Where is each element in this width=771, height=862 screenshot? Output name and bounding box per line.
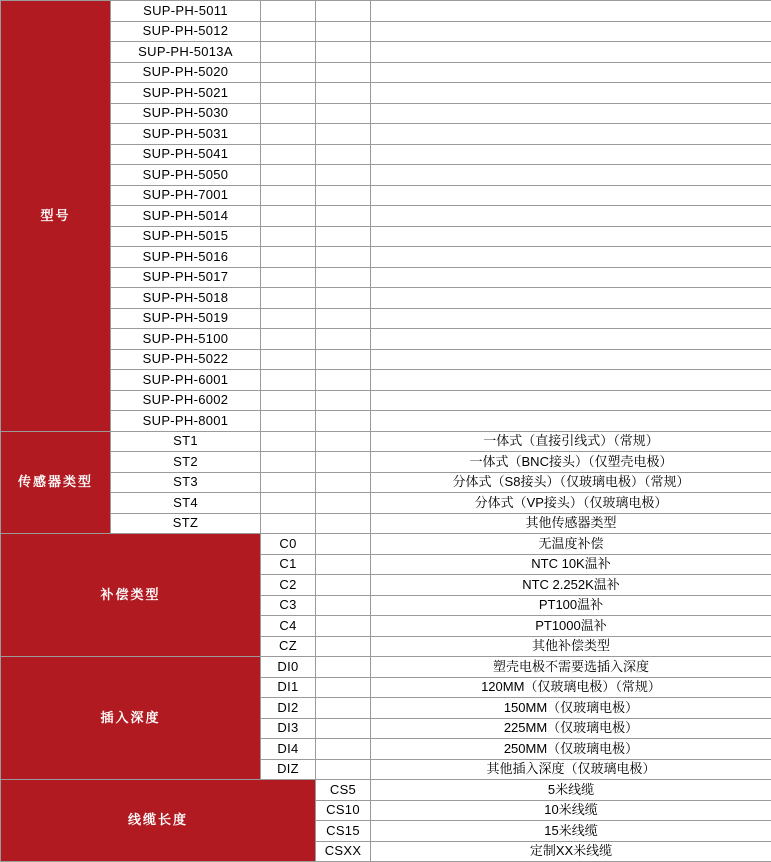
spacer-cell [316,616,371,637]
spacer-cell [316,42,371,63]
spacer-cell [316,1,371,22]
option-code: DIZ [261,759,316,780]
table-row [1,472,771,493]
option-description: 分体式（VP接头）（仅玻璃电极） [371,493,771,514]
table-row [1,390,771,411]
table-row [1,493,771,514]
spacer-cell [316,247,371,268]
option-code: CSXX [316,841,371,862]
option-code: SUP-PH-5012 [111,21,261,42]
table-row [1,42,771,63]
spacer-cell [371,329,771,350]
spacer-cell [316,595,371,616]
table-row [1,144,771,165]
spacer-cell [261,493,316,514]
table-row [1,513,771,534]
spacer-cell [371,185,771,206]
spacer-cell [316,349,371,370]
spacer-cell [261,288,316,309]
spacer-cell [316,21,371,42]
table-row [1,226,771,247]
spacer-cell [316,370,371,391]
option-description: 其他传感器类型 [371,513,771,534]
spacer-cell [261,124,316,145]
option-code: SUP-PH-6002 [111,390,261,411]
spacer-cell [261,42,316,63]
table-row [1,370,771,391]
option-code: ST2 [111,452,261,473]
option-description: 定制XX米线缆 [371,841,771,862]
option-code: SUP-PH-5030 [111,103,261,124]
table-row [1,124,771,145]
option-code: C2 [261,575,316,596]
table-row [1,329,771,350]
category-label: 插入深度 [1,657,261,780]
spacer-cell [261,431,316,452]
option-code: DI4 [261,739,316,760]
option-code: C3 [261,595,316,616]
option-code: DI0 [261,657,316,678]
table-row [1,288,771,309]
spacer-cell [316,226,371,247]
spacer-cell [316,472,371,493]
option-description: 225MM（仅玻璃电极） [371,718,771,739]
spacer-cell [261,472,316,493]
option-description: NTC 10K温补 [371,554,771,575]
spacer-cell [371,62,771,83]
option-code: SUP-PH-5014 [111,206,261,227]
option-description: 无温度补偿 [371,534,771,555]
table-row [1,206,771,227]
spacer-cell [371,411,771,432]
option-description: 250MM（仅玻璃电极） [371,739,771,760]
table-row [1,534,771,555]
table-row [1,21,771,42]
table-row [1,62,771,83]
spacer-cell [371,21,771,42]
spacer-cell [261,21,316,42]
spacer-cell [261,411,316,432]
option-description: 其他补偿类型 [371,636,771,657]
spacer-cell [316,513,371,534]
option-code: SUP-PH-5022 [111,349,261,370]
spacer-cell [316,452,371,473]
spacer-cell [316,431,371,452]
spacer-cell [261,144,316,165]
spacer-cell [316,185,371,206]
option-code: SUP-PH-6001 [111,370,261,391]
spacer-cell [261,62,316,83]
category-label: 型号 [1,1,111,432]
spacer-cell [371,1,771,22]
category-label: 线缆长度 [1,780,316,862]
spacer-cell [316,62,371,83]
table-row [1,1,771,22]
spacer-cell [371,226,771,247]
option-description: 150MM（仅玻璃电极） [371,698,771,719]
spacer-cell [316,124,371,145]
category-label: 传感器类型 [1,431,111,534]
option-code: CZ [261,636,316,657]
spacer-cell [316,83,371,104]
table-row [1,431,771,452]
spacer-cell [316,308,371,329]
spacer-cell [316,411,371,432]
option-description: 120MM（仅玻璃电极）（常规） [371,677,771,698]
spacer-cell [371,206,771,227]
spacer-cell [371,83,771,104]
spacer-cell [316,288,371,309]
spacer-cell [261,103,316,124]
option-description: 5米线缆 [371,780,771,801]
table-row [1,267,771,288]
spacer-cell [261,1,316,22]
option-code: SUP-PH-5100 [111,329,261,350]
table-row [1,780,771,801]
option-description: 一体式（BNC接头）（仅塑壳电极） [371,452,771,473]
option-code: SUP-PH-5031 [111,124,261,145]
option-description: 10米线缆 [371,800,771,821]
spacer-cell [316,206,371,227]
spacer-cell [316,329,371,350]
spacer-cell [261,165,316,186]
spacer-cell [371,370,771,391]
option-code: SUP-PH-5018 [111,288,261,309]
option-code: SUP-PH-8001 [111,411,261,432]
spacer-cell [371,390,771,411]
option-description: PT1000温补 [371,616,771,637]
option-code: C1 [261,554,316,575]
spacer-cell [261,308,316,329]
table-row [1,411,771,432]
option-code: SUP-PH-5021 [111,83,261,104]
option-code: SUP-PH-7001 [111,185,261,206]
option-code: SUP-PH-5015 [111,226,261,247]
spacer-cell [261,329,316,350]
spacer-cell [371,124,771,145]
spacer-cell [261,267,316,288]
spacer-cell [261,390,316,411]
option-code: C0 [261,534,316,555]
spacer-cell [261,452,316,473]
category-label: 补偿类型 [1,534,261,657]
spacer-cell [261,370,316,391]
option-code: CS15 [316,821,371,842]
table-row [1,165,771,186]
spacer-cell [261,226,316,247]
spacer-cell [316,493,371,514]
spacer-cell [261,83,316,104]
spacer-cell [316,534,371,555]
table-row [1,308,771,329]
option-code: ST3 [111,472,261,493]
table-row [1,185,771,206]
spacer-cell [371,288,771,309]
option-code: DI3 [261,718,316,739]
option-code: SUP-PH-5050 [111,165,261,186]
spacer-cell [316,657,371,678]
spacer-cell [316,575,371,596]
spacer-cell [261,513,316,534]
table-row [1,452,771,473]
spacer-cell [261,349,316,370]
option-code: CS5 [316,780,371,801]
option-code: SUP-PH-5013A [111,42,261,63]
option-code: SUP-PH-5041 [111,144,261,165]
option-description: 一体式（直接引线式）（常规） [371,431,771,452]
option-code: CS10 [316,800,371,821]
spacer-cell [316,267,371,288]
option-code: SUP-PH-5020 [111,62,261,83]
spacer-cell [371,103,771,124]
spacer-cell [261,185,316,206]
spacer-cell [371,144,771,165]
spacer-cell [316,636,371,657]
option-code: SUP-PH-5019 [111,308,261,329]
spacer-cell [316,739,371,760]
option-code: STZ [111,513,261,534]
spacer-cell [316,103,371,124]
table-row [1,247,771,268]
spacer-cell [316,677,371,698]
option-description: PT100温补 [371,595,771,616]
option-description: NTC 2.252K温补 [371,575,771,596]
option-description: 塑壳电极不需要选插入深度 [371,657,771,678]
spacer-cell [316,718,371,739]
option-description: 15米线缆 [371,821,771,842]
option-code: DI1 [261,677,316,698]
table-row [1,349,771,370]
spacer-cell [316,144,371,165]
table-row [1,657,771,678]
spacer-cell [316,759,371,780]
spacer-cell [371,42,771,63]
table-row [1,83,771,104]
spacer-cell [261,206,316,227]
spacer-cell [316,165,371,186]
spacer-cell [316,698,371,719]
spacer-cell [371,308,771,329]
spacer-cell [316,390,371,411]
option-description: 其他插入深度（仅玻璃电极） [371,759,771,780]
table-row [1,103,771,124]
spacer-cell [371,267,771,288]
spacer-cell [371,247,771,268]
option-code: SUP-PH-5017 [111,267,261,288]
option-code: DI2 [261,698,316,719]
option-description: 分体式（S8接头）（仅玻璃电极）（常规） [371,472,771,493]
spacer-cell [261,247,316,268]
spacer-cell [371,349,771,370]
option-code: SUP-PH-5011 [111,1,261,22]
table-body [1,1,771,862]
spacer-cell [371,165,771,186]
option-code: SUP-PH-5016 [111,247,261,268]
option-code: ST1 [111,431,261,452]
spacer-cell [316,554,371,575]
option-code: ST4 [111,493,261,514]
option-code: C4 [261,616,316,637]
